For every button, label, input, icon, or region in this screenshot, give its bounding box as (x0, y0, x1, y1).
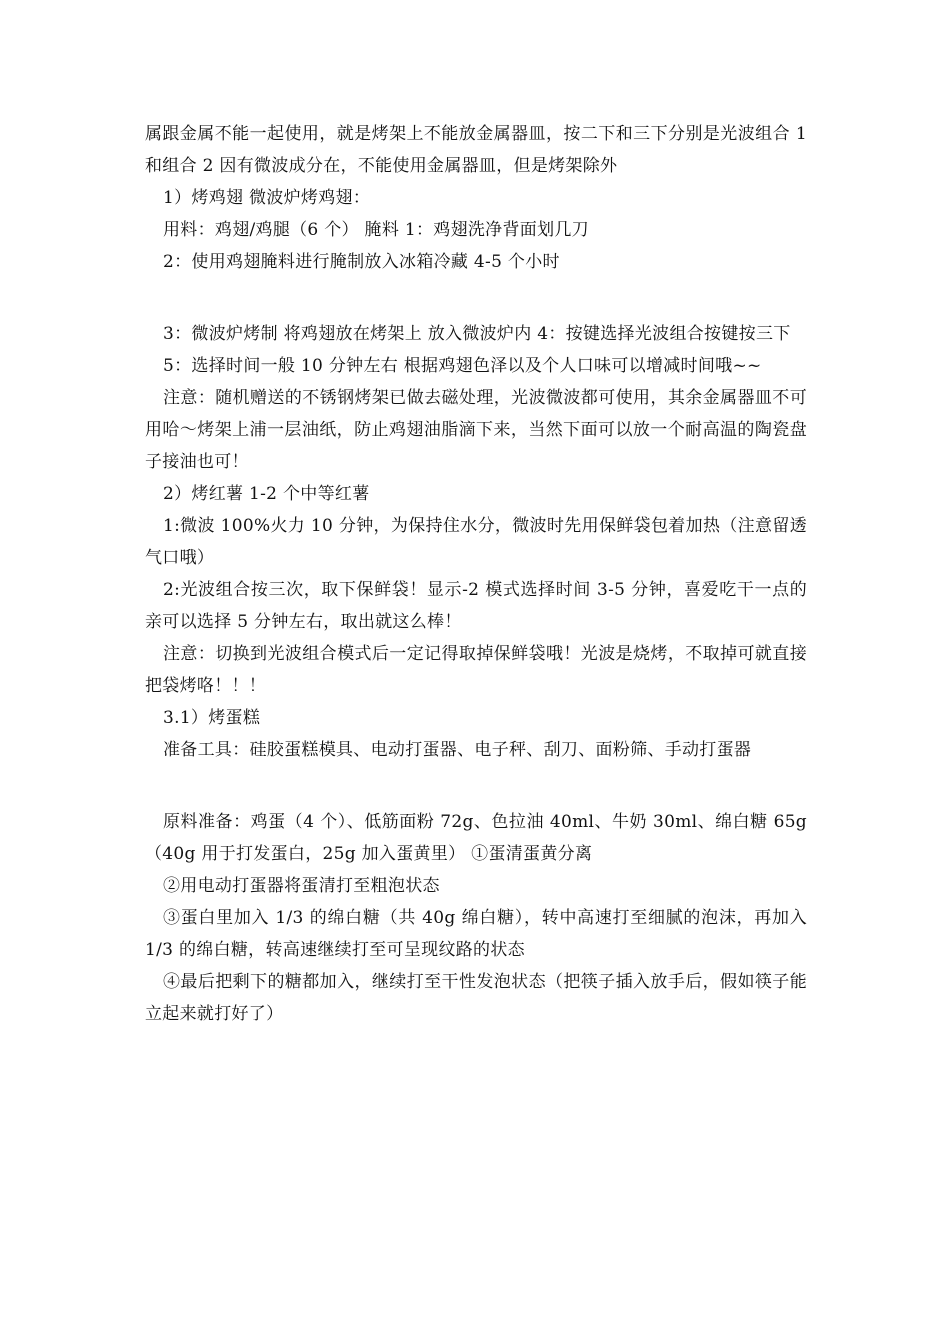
paragraph-cake-step-4: ④最后把剩下的糖都加入，继续打至干性发泡状态（把筷子插入放手后，假如筷子能立起来就打好了） (145, 972, 807, 1024)
paragraph-gap (145, 278, 807, 318)
paragraph-potato-step-1: 1:微波 100%火力 10 分钟，为保持住水分，微波时先用保鲜袋包着加热（注意留透气口哦） (145, 516, 807, 568)
paragraph-ingredients: 用料：鸡翅/鸡腿（6 个） 腌料 1：鸡翅洗净背面划几刀 (163, 220, 589, 240)
paragraph-note-bag: 注意：切换到光波组合模式后一定记得取掉保鲜袋哦！光波是烧烤，不取掉可就直接把袋烤咯！！！ (145, 644, 807, 696)
paragraph-cake-step-2: ②用电动打蛋器将蛋清打至粗泡状态 (163, 876, 440, 896)
document-body (145, 118, 807, 1030)
heading-sweet-potato: 2）烤红薯 1-2 个中等红薯 (163, 484, 370, 504)
paragraph-raw-materials: 原料准备：鸡蛋（4 个）、低筋面粉 72g、色拉油 40ml、牛奶 30ml、绵白糖 65g（40g 用于打发蛋白，25g 加入蛋黄里） ①蛋清蛋黄分离 (145, 812, 807, 864)
paragraph-step-2: 2：使用鸡翅腌料进行腌制放入冰箱冷藏 4-5 个小时 (163, 252, 560, 272)
heading-chicken-wings: 1）烤鸡翅 微波炉烤鸡翅： (163, 188, 371, 208)
heading-cake: 3.1）烤蛋糕 (163, 708, 261, 728)
paragraph-step-3-4: 3：微波炉烤制 将鸡翅放在烤架上 放入微波炉内 4：按键选择光波组合按键按三下 (163, 324, 791, 344)
paragraph-gap (145, 766, 807, 806)
paragraph-tools: 准备工具：硅胶蛋糕模具、电动打蛋器、电子秤、刮刀、面粉筛、手动打蛋器 (163, 740, 752, 760)
paragraph-potato-step-2: 2:光波组合按三次，取下保鲜袋！显示-2 模式选择时间 3-5 分钟，喜爱吃干一点的亲可以选择 5 分钟左右，取出就这么棒！ (145, 580, 807, 632)
paragraph-cake-step-3: ③蛋白里加入 1/3 的绵白糖（共 40g 绵白糖），转中高速打至细腻的泡沫，再加入 1/3 的绵白糖，转高速继续打至可呈现纹路的状态 (145, 908, 807, 960)
paragraph-metal-warning: 属跟金属不能一起使用，就是烤架上不能放金属器皿，按二下和三下分别是光波组合 1 和组合 2 因有微波成分在，不能使用金属器皿，但是烤架除外 (145, 124, 807, 176)
paragraph-step-5: 5：选择时间一般 10 分钟左右 根据鸡翅色泽以及个人口味可以增减时间哦~~ (163, 356, 762, 376)
paragraph-note-rack: 注意：随机赠送的不锈钢烤架已做去磁处理，光波微波都可使用，其余金属器皿不可用哈～烤架上浦一层油纸，防止鸡翅油脂滴下来，当然下面可以放一个耐高温的陶瓷盘子接油也可！ (145, 388, 807, 472)
